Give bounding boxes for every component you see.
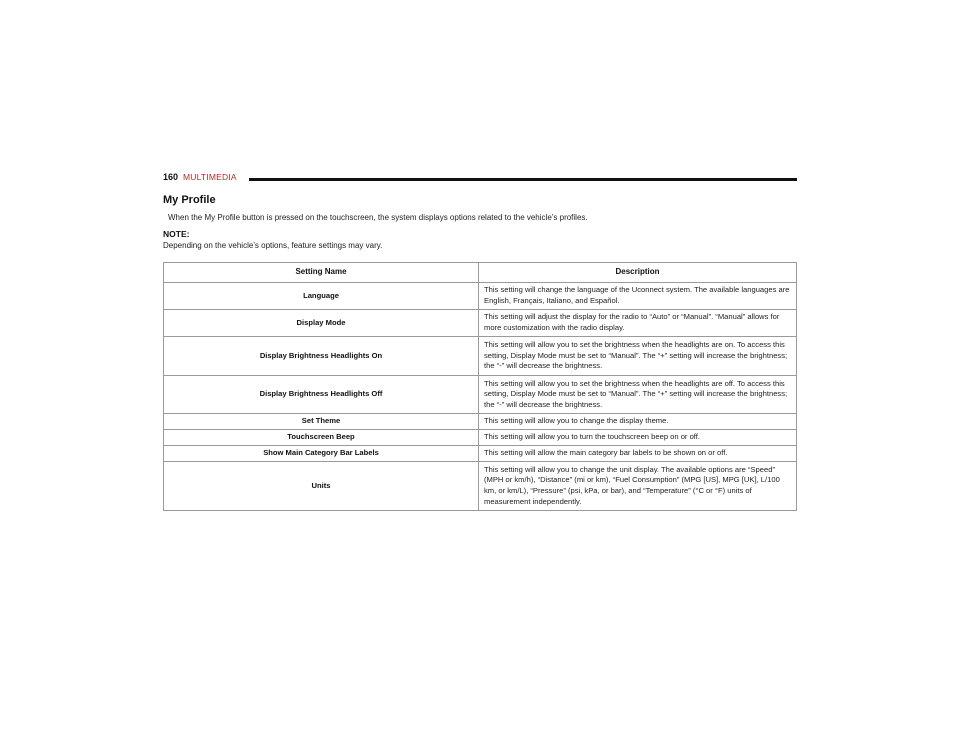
settings-table <box>163 262 797 511</box>
setting-name: Display Mode <box>164 310 479 337</box>
column-header-setting-name: Setting Name <box>164 263 479 283</box>
setting-name: Units <box>164 462 479 511</box>
table-row <box>164 376 797 414</box>
note-text: Depending on the vehicle’s options, feature settings may vary. <box>163 241 383 250</box>
table-row <box>164 283 797 310</box>
setting-description: This setting will adjust the display for the radio to “Auto” or “Manual”. “Manual” allows for more customization with the radio display. <box>479 310 797 337</box>
table-row <box>164 462 797 511</box>
table-header-row <box>164 263 797 283</box>
setting-description: This setting will allow you to change the display theme. <box>479 414 797 430</box>
page-header <box>163 172 797 186</box>
table-row <box>164 414 797 430</box>
setting-description: This setting will allow you to change the unit display. The available options are “Speed” (MPH or km/h), “Distance” (mi or km), “Fuel Consumption” (MPG [US], MPG [UK], L/100 km, or km/L), “Pressure” (psi, kPa, or bar), and “Temperature” (°C or °F) units of measurement independently. <box>479 462 797 511</box>
note-label: NOTE: <box>163 229 190 239</box>
column-header-description: Description <box>479 263 797 283</box>
setting-name: Display Brightness Headlights Off <box>164 376 479 414</box>
table-row <box>164 446 797 462</box>
setting-name: Show Main Category Bar Labels <box>164 446 479 462</box>
setting-name: Touchscreen Beep <box>164 430 479 446</box>
intro-text: When the My Profile button is pressed on the touchscreen, the system displays options related to the vehicle’s profiles. <box>168 213 588 222</box>
table-row <box>164 310 797 337</box>
setting-name: Display Brightness Headlights On <box>164 337 479 376</box>
section-name: MULTIMEDIA <box>183 172 237 182</box>
setting-description: This setting will allow you to turn the touchscreen beep on or off. <box>479 430 797 446</box>
setting-description: This setting will allow you to set the brightness when the headlights are off. To access this setting, Display Mode must be set to “Manual”. The “+” setting will increase the brightness; the “-” will decrease the brightness. <box>479 376 797 414</box>
table-row <box>164 430 797 446</box>
setting-description: This setting will allow you to set the brightness when the headlights are on. To access this setting, Display Mode must be set to “Manual”. The “+” setting will increase the brightness; the “-” will decrease the brightness. <box>479 337 797 376</box>
table-row <box>164 337 797 376</box>
setting-name: Language <box>164 283 479 310</box>
page-number: 160 <box>163 172 179 182</box>
setting-description: This setting will allow the main category bar labels to be shown on or off. <box>479 446 797 462</box>
setting-description: This setting will change the language of the Uconnect system. The available languages are English, Français, Italiano, and Español. <box>479 283 797 310</box>
section-title: My Profile <box>163 194 216 206</box>
header-rule <box>249 178 797 181</box>
setting-name: Set Theme <box>164 414 479 430</box>
